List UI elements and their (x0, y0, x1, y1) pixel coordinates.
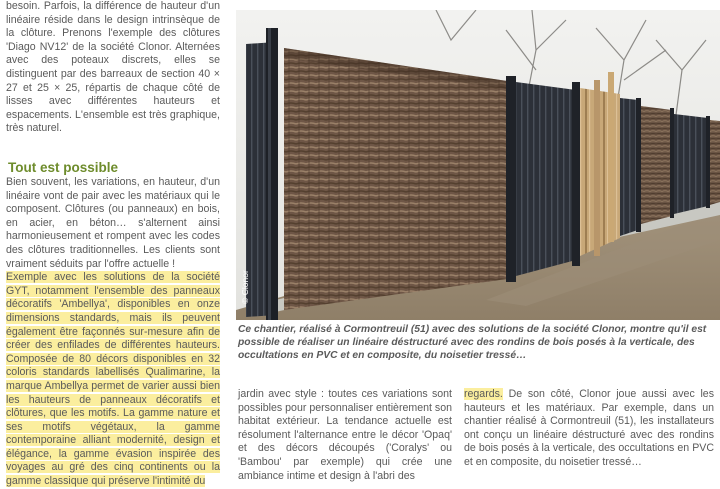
right-column (464, 388, 714, 470)
middle-paragraph: jardin avec style : toutes ces variations sont possibles pour personnaliser entièrement son habitat extérieur. La tendance actuelle est résolument l'alternance entre le décor 'Opaq' et des décors découpés ('Coralys' ou 'Bambou' par exemple) qui crée une ambiance intime et design à l'abri des (238, 388, 452, 482)
left-main-column (6, 176, 220, 489)
fence-photo (236, 10, 720, 320)
right-highlighted-word: regards. (464, 388, 503, 400)
section-heading: Tout est possible (8, 160, 119, 175)
photo-credit-text: © Clonor (240, 270, 250, 304)
section-paragraph: Bien souvent, les variations, en hauteur, d'un linéaire vont de pair avec les matériaux qui le composent. Clôtures (ou panneaux) en bois, en acier, en béton… s'alternent ainsi harmonieusement et rompent avec les codes des clôtures traditionnelles. Les clients sont vraiment séduits par l'offre actuelle ! (6, 176, 220, 270)
intro-column (6, 0, 220, 136)
right-paragraph: De son côté, Clonor joue aussi avec les hauteurs et les matériaux. Par exemple, dans un chantier réalisé à Cormontreuil (51), les installateurs ont conçu un linéaire déstructuré avec des rondins de bois posés à la verticale, des occultations en PVC et en composite, du noisetier tressé… (464, 388, 714, 468)
middle-column (238, 388, 452, 483)
intro-paragraph: besoin. Parfois, la différence de hauteur d'un linéaire réside dans le design intrinsèque de la clôture. Prenons l'exemple des clôtures 'Diago NV12' de la société Clonor. Alternées avec des poteaux discrets, elles se distinguent par des barreaux de section 40 × 27 et 25 × 25, répartis de chaque côté de lisses avec différentes hauteurs et espacements. L'ensemble est très graphique, très naturel. (6, 0, 220, 135)
highlighted-paragraph: Exemple avec les solutions de la société GYT, notamment l'ensemble des panneaux décoratifs 'Ambellya', disponibles en onze dimensions standards, mais ils peuvent également être façonnés sur-mesure afin de créer des enfilades de différentes hauteurs. Composée de 80 décors disponibles en 32 coloris standards labellisés Qualimarine, la marque Ambellya permet de varier aussi bien les hauteurs de panneaux décoratifs et clôtures, que les motifs. La gamme nature et ses motifs végétaux, la gamme contemporaine alliant modernité, design et élégance, la gamme évasion inspirée des voyages au gré des cinq continents ou la gamme classique qui préserve l'intimité du (6, 271, 220, 488)
photo-caption: Ce chantier, réalisé à Cormontreuil (51) avec des solutions de la société Clonor, montre qu'il est possible de réaliser un linéaire déstructuré avec des rondins de bois posés à la verticale, des occultations en PVC et en composite, du noisetier tressé… (238, 324, 707, 362)
photo-credit (238, 260, 252, 320)
